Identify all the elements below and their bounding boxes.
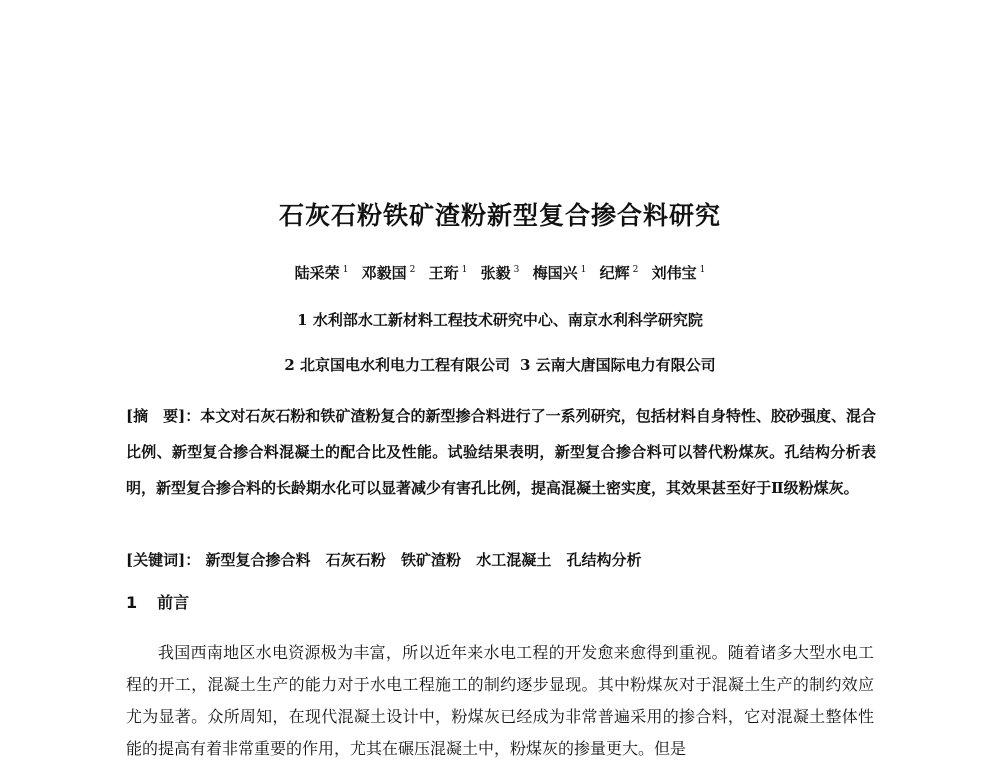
author-affiliation-mark: 1 (580, 265, 587, 275)
keyword: 孔结构分析 (566, 551, 642, 569)
author-name: 陆采荣 (294, 264, 340, 282)
author-list (0, 262, 1000, 283)
author (362, 264, 416, 282)
keyword: 铁矿渣粉 (400, 551, 461, 569)
author-name: 纪辉 (599, 264, 630, 282)
section-title: 前言 (157, 593, 190, 612)
affiliation-line-2 (0, 354, 1000, 375)
author-name: 张毅 (480, 264, 511, 282)
keywords-label: [关键词]： (126, 551, 201, 569)
body-paragraph: 我国西南地区水电资源极为丰富，所以近年来水电工程的开发愈来愈得到重视。随着诸多大型水电工程的开工，混凝土生产的能力对于水电工程施工的制约逐步显现。其中粉煤灰对于混凝土生产的制约效应尤为显著。众所周知，在现代混凝土设计中，粉煤灰已经成为非常普遍采用的掺合料，它对混凝土整体性能的提高有着非常重要的作用，尤其在碾压混凝土中，粉煤灰的掺量更大。但是 (126, 643, 874, 758)
author-affiliation-mark: 2 (409, 265, 416, 275)
author-affiliation-mark: 1 (699, 265, 706, 275)
author (652, 264, 706, 282)
keywords (126, 542, 876, 578)
affiliation-2: 2 北京国电水利电力工程有限公司 (284, 356, 510, 374)
author-name: 刘伟宝 (651, 264, 697, 282)
keyword: 新型复合掺合料 (205, 551, 311, 569)
author-affiliation-mark: 1 (342, 265, 349, 275)
author-name: 王珩 (428, 264, 459, 282)
author (295, 264, 349, 282)
author (429, 264, 468, 282)
abstract-label: [摘 要]： (126, 407, 201, 425)
abstract (126, 398, 876, 506)
author-name: 梅国兴 (532, 264, 578, 282)
author (533, 264, 587, 282)
affiliation-3: 3 云南大唐国际电力有限公司 (520, 356, 716, 374)
keyword: 水工混凝土 (476, 551, 552, 569)
abstract-text: 本文对石灰石粉和铁矿渣粉复合的新型掺合料进行了一系列研究，包括材料自身特性、胶砂强度、混合比例、新型复合掺合料混凝土的配合比及性能。试验结果表明，新型复合掺合料可以替代粉煤灰。孔结构分析表明，新型复合掺合料的长龄期水化可以显著减少有害孔比例，提高混凝土密实度，其效果甚至好于Ⅱ级粉煤灰。 (126, 407, 876, 497)
section-heading-introduction (126, 585, 189, 621)
keyword: 石灰石粉 (325, 551, 386, 569)
author-affiliation-mark: 2 (632, 265, 639, 275)
paper-title: 石灰石粉铁矿渣粉新型复合掺合料研究 (278, 201, 721, 230)
author (481, 264, 520, 282)
author-affiliation-mark: 3 (513, 265, 520, 275)
affiliation-line-1: 1 水利部水工新材料工程技术研究中心、南京水利科学研究院 (297, 311, 703, 329)
author-name: 邓毅国 (361, 264, 407, 282)
author (600, 264, 639, 282)
section-number: 1 (126, 593, 138, 612)
author-affiliation-mark: 1 (461, 265, 468, 275)
